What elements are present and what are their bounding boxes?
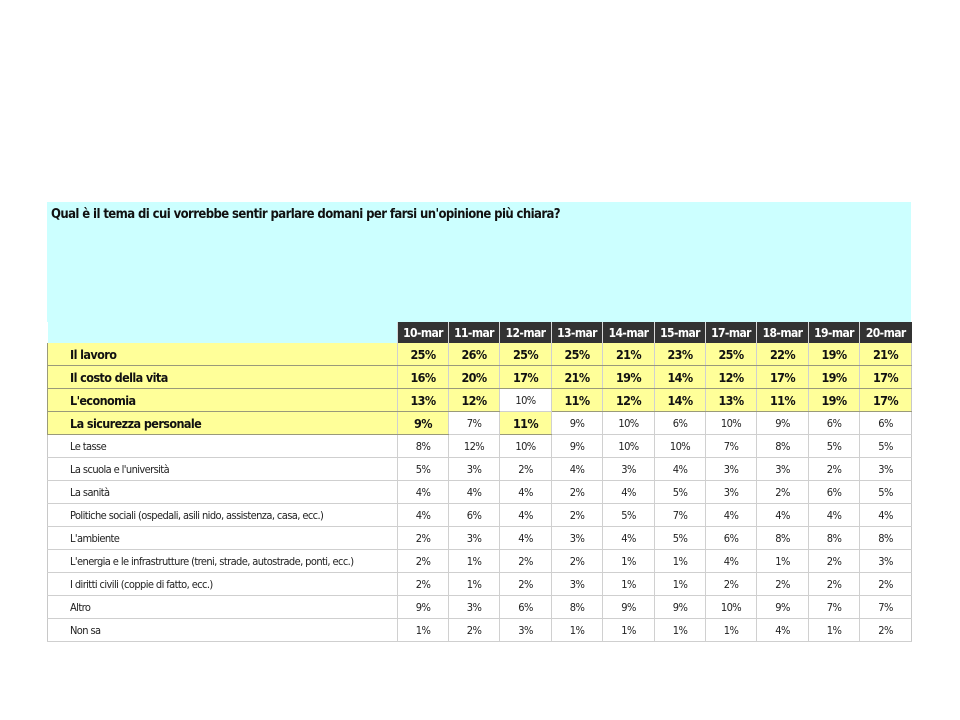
percentage-cell: 21% [860, 343, 912, 366]
percentage-cell: 14% [655, 366, 706, 389]
percentage-cell: 9% [398, 596, 449, 619]
percentage-cell: 2% [552, 481, 603, 504]
percentage-cell: 6% [655, 412, 706, 435]
percentage-cell: 3% [552, 527, 603, 550]
percentage-cell: 9% [655, 596, 706, 619]
percentage-cell: 10% [603, 435, 655, 458]
percentage-cell: 5% [860, 435, 912, 458]
percentage-cell: 6% [809, 481, 860, 504]
percentage-cell: 5% [655, 481, 706, 504]
percentage-cell: 4% [706, 504, 757, 527]
percentage-cell: 1% [603, 550, 655, 573]
percentage-cell: 9% [552, 435, 603, 458]
percentage-cell: 4% [757, 619, 809, 642]
percentage-cell: 8% [860, 527, 912, 550]
percentage-cell: 7% [706, 435, 757, 458]
percentage-cell: 2% [809, 550, 860, 573]
percentage-cell: 4% [552, 458, 603, 481]
percentage-cell: 11% [500, 412, 552, 435]
percentage-cell: 4% [398, 504, 449, 527]
percentage-cell: 5% [655, 527, 706, 550]
percentage-cell: 7% [809, 596, 860, 619]
percentage-cell: 1% [655, 550, 706, 573]
percentage-cell: 3% [552, 573, 603, 596]
percentage-cell: 11% [757, 389, 809, 412]
topic-label: I diritti civili (coppie di fatto, ecc.) [48, 573, 398, 596]
percentage-cell: 10% [500, 389, 552, 412]
percentage-cell: 1% [552, 619, 603, 642]
percentage-cell: 7% [449, 412, 500, 435]
percentage-cell: 2% [860, 573, 912, 596]
percentage-cell: 6% [860, 412, 912, 435]
table-row [48, 596, 912, 619]
table-row [48, 366, 912, 389]
table-row [48, 573, 912, 596]
date-header: 11-mar [449, 322, 500, 343]
percentage-cell: 4% [500, 527, 552, 550]
percentage-cell: 4% [449, 481, 500, 504]
percentage-cell: 4% [500, 481, 552, 504]
percentage-cell: 6% [500, 596, 552, 619]
topic-label: La scuola e l'università [48, 458, 398, 481]
topic-label: L'ambiente [48, 527, 398, 550]
percentage-cell: 2% [809, 573, 860, 596]
percentage-cell: 7% [860, 596, 912, 619]
topic-label: Altro [48, 596, 398, 619]
topic-label: La sanità [48, 481, 398, 504]
percentage-cell: 12% [603, 389, 655, 412]
percentage-cell: 10% [706, 596, 757, 619]
percentage-cell: 2% [500, 458, 552, 481]
date-header: 20-mar [860, 322, 912, 343]
question-header [47, 202, 911, 322]
percentage-cell: 25% [398, 343, 449, 366]
date-header: 10-mar [398, 322, 449, 343]
percentage-cell: 3% [449, 596, 500, 619]
percentage-cell: 10% [500, 435, 552, 458]
percentage-cell: 10% [603, 412, 655, 435]
percentage-cell: 26% [449, 343, 500, 366]
table-row [48, 550, 912, 573]
percentage-cell: 2% [757, 481, 809, 504]
percentage-cell: 4% [757, 504, 809, 527]
percentage-cell: 12% [706, 366, 757, 389]
percentage-cell: 4% [603, 481, 655, 504]
percentage-cell: 1% [655, 573, 706, 596]
percentage-cell: 1% [706, 619, 757, 642]
percentage-cell: 1% [398, 619, 449, 642]
percentage-cell: 25% [500, 343, 552, 366]
table-row [48, 481, 912, 504]
percentage-cell: 4% [655, 458, 706, 481]
date-header: 13-mar [552, 322, 603, 343]
percentage-cell: 12% [449, 389, 500, 412]
percentage-cell: 19% [809, 366, 860, 389]
percentage-cell: 9% [398, 412, 449, 435]
percentage-cell: 16% [398, 366, 449, 389]
percentage-cell: 1% [809, 619, 860, 642]
percentage-cell: 19% [603, 366, 655, 389]
percentage-cell: 25% [552, 343, 603, 366]
percentage-cell: 4% [398, 481, 449, 504]
percentage-cell: 3% [706, 481, 757, 504]
percentage-cell: 1% [449, 573, 500, 596]
percentage-cell: 10% [706, 412, 757, 435]
table-row [48, 343, 912, 366]
percentage-cell: 7% [655, 504, 706, 527]
percentage-cell: 1% [655, 619, 706, 642]
percentage-cell: 5% [603, 504, 655, 527]
percentage-cell: 17% [860, 389, 912, 412]
topic-label: Non sa [48, 619, 398, 642]
percentage-cell: 4% [860, 504, 912, 527]
header-corner [48, 322, 398, 343]
percentage-cell: 5% [398, 458, 449, 481]
topic-label: La sicurezza personale [48, 412, 398, 435]
topic-label: Il lavoro [48, 343, 398, 366]
percentage-cell: 2% [398, 573, 449, 596]
topic-label: Il costo della vita [48, 366, 398, 389]
table-row [48, 527, 912, 550]
percentage-cell: 2% [449, 619, 500, 642]
percentage-cell: 1% [603, 573, 655, 596]
date-header: 18-mar [757, 322, 809, 343]
percentage-cell: 2% [757, 573, 809, 596]
percentage-cell: 1% [449, 550, 500, 573]
percentage-cell: 2% [552, 504, 603, 527]
table-row [48, 458, 912, 481]
percentage-cell: 13% [706, 389, 757, 412]
question-title: Qual è il tema di cui vorrebbe sentir parlare domani per farsi un'opinione più chiara? [51, 207, 560, 222]
topic-label: L'economia [48, 389, 398, 412]
percentage-cell: 6% [706, 527, 757, 550]
percentage-cell: 1% [757, 550, 809, 573]
percentage-cell: 3% [757, 458, 809, 481]
percentage-cell: 11% [552, 389, 603, 412]
percentage-cell: 17% [500, 366, 552, 389]
percentage-cell: 25% [706, 343, 757, 366]
percentage-cell: 3% [603, 458, 655, 481]
percentage-cell: 3% [860, 458, 912, 481]
percentage-cell: 19% [809, 389, 860, 412]
table-body [48, 343, 912, 642]
percentage-cell: 8% [809, 527, 860, 550]
percentage-cell: 2% [500, 550, 552, 573]
percentage-cell: 4% [706, 550, 757, 573]
percentage-cell: 5% [860, 481, 912, 504]
percentage-cell: 6% [809, 412, 860, 435]
topic-label: Le tasse [48, 435, 398, 458]
percentage-cell: 4% [500, 504, 552, 527]
percentage-cell: 21% [552, 366, 603, 389]
percentage-cell: 14% [655, 389, 706, 412]
date-header: 19-mar [809, 322, 860, 343]
table-row [48, 389, 912, 412]
percentage-cell: 9% [757, 596, 809, 619]
percentage-cell: 17% [860, 366, 912, 389]
topic-label: L'energia e le infrastrutture (treni, strade, autostrade, ponti, ecc.) [48, 550, 398, 573]
percentage-cell: 6% [449, 504, 500, 527]
percentage-cell: 8% [552, 596, 603, 619]
results-table [47, 322, 912, 642]
percentage-cell: 12% [449, 435, 500, 458]
percentage-cell: 9% [757, 412, 809, 435]
percentage-cell: 10% [655, 435, 706, 458]
percentage-cell: 3% [500, 619, 552, 642]
date-header: 12-mar [500, 322, 552, 343]
percentage-cell: 2% [706, 573, 757, 596]
percentage-cell: 2% [398, 550, 449, 573]
percentage-cell: 20% [449, 366, 500, 389]
percentage-cell: 3% [860, 550, 912, 573]
percentage-cell: 2% [398, 527, 449, 550]
topic-label: Politiche sociali (ospedali, asili nido, assistenza, casa, ecc.) [48, 504, 398, 527]
table-row [48, 435, 912, 458]
percentage-cell: 2% [860, 619, 912, 642]
percentage-cell: 1% [603, 619, 655, 642]
date-header-row [48, 322, 912, 343]
date-header: 14-mar [603, 322, 655, 343]
percentage-cell: 17% [757, 366, 809, 389]
percentage-cell: 4% [603, 527, 655, 550]
percentage-cell: 19% [809, 343, 860, 366]
date-header: 17-mar [706, 322, 757, 343]
table-row [48, 412, 912, 435]
percentage-cell: 8% [757, 435, 809, 458]
percentage-cell: 23% [655, 343, 706, 366]
percentage-cell: 2% [552, 550, 603, 573]
percentage-cell: 3% [449, 527, 500, 550]
table-row [48, 504, 912, 527]
percentage-cell: 2% [500, 573, 552, 596]
percentage-cell: 2% [809, 458, 860, 481]
percentage-cell: 3% [449, 458, 500, 481]
percentage-cell: 4% [809, 504, 860, 527]
percentage-cell: 9% [603, 596, 655, 619]
percentage-cell: 8% [757, 527, 809, 550]
table-row [48, 619, 912, 642]
percentage-cell: 13% [398, 389, 449, 412]
percentage-cell: 3% [706, 458, 757, 481]
date-header: 15-mar [655, 322, 706, 343]
percentage-cell: 21% [603, 343, 655, 366]
percentage-cell: 9% [552, 412, 603, 435]
percentage-cell: 22% [757, 343, 809, 366]
percentage-cell: 5% [809, 435, 860, 458]
percentage-cell: 8% [398, 435, 449, 458]
